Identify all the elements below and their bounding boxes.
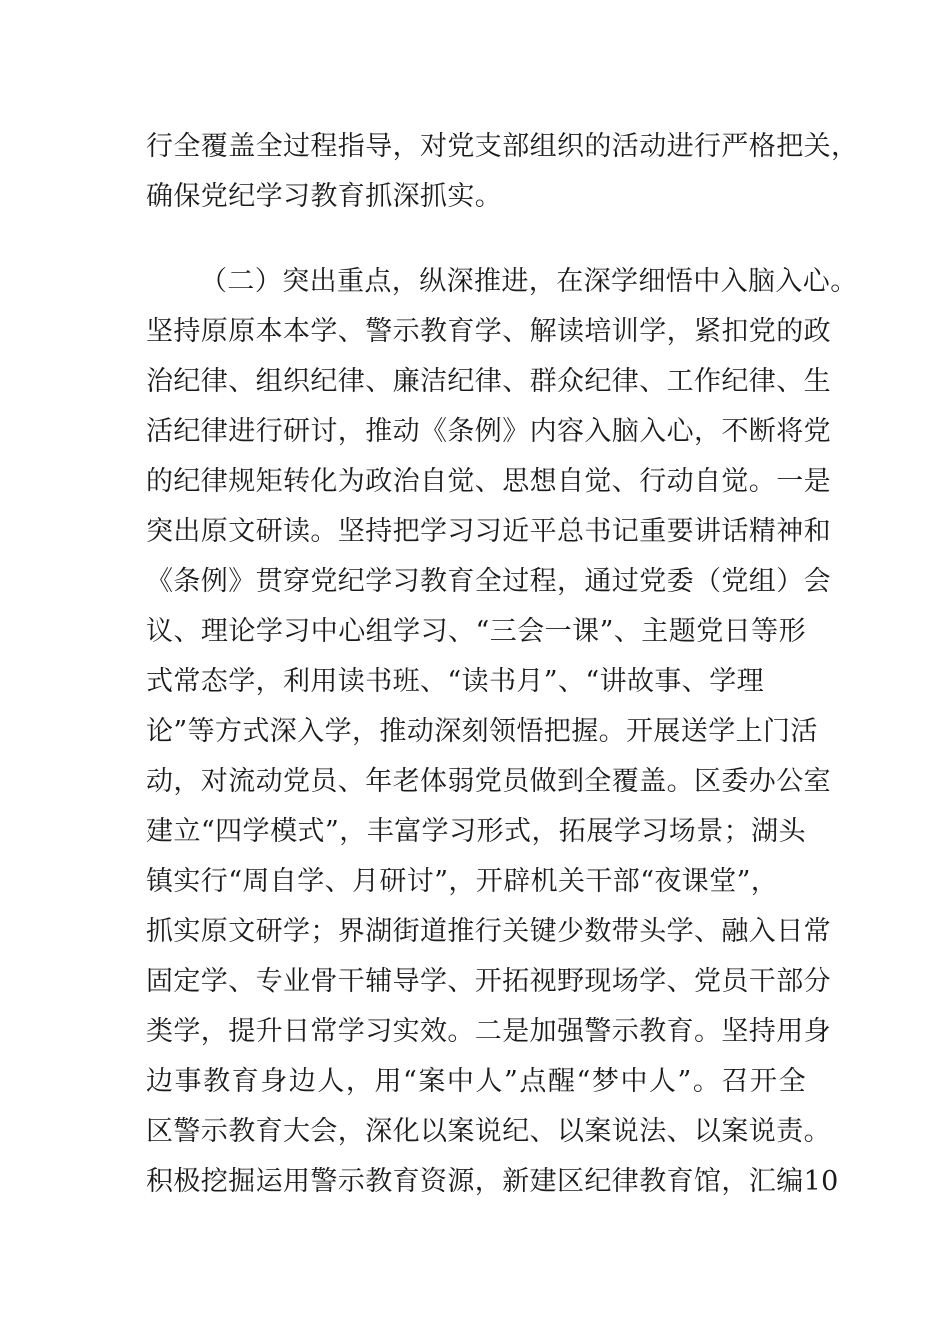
text-line: 类学，提升日常学习实效。二是加强警示教育。坚持用身 <box>146 1016 831 1047</box>
text-line: 确保党纪学习教育抓深抓实。 <box>146 181 503 212</box>
text-line: 坚持原原本本学、警示教育学、解读培训学，紧扣党的政 <box>146 316 831 347</box>
text-line: 积极挖掘运用警示教育资源，新建区纪律教育馆，汇编10 <box>146 1166 839 1197</box>
text-line: 的纪律规矩转化为政治自觉、思想自觉、行动自觉。一是 <box>146 466 831 497</box>
text-line: 议、理论学习中心组学习、“三会一课”、主题党日等形 <box>146 616 806 647</box>
text-line: 行全覆盖全过程指导，对党支部组织的活动进行严格把关， <box>146 131 859 162</box>
text-line: 抓实原文研学；界湖街道推行关键少数带头学、融入日常 <box>146 916 831 947</box>
text-line: 突出原文研读。坚持把学习习近平总书记重要讲话精神和 <box>146 516 831 547</box>
text-line: 式常态学，利用读书班、“读书月”、“讲故事、学理 <box>146 666 765 697</box>
text-line: 治纪律、组织纪律、廉洁纪律、群众纪律、工作纪律、生 <box>146 366 831 397</box>
text-line: 建立“四学模式”，丰富学习形式，拓展学习场景；湖头 <box>146 816 806 847</box>
text-line: 论”等方式深入学，推动深刻领悟把握。开展送学上门活 <box>146 716 818 747</box>
text-line: 区警示教育大会，深化以案说纪、以案说法、以案说责。 <box>146 1116 831 1147</box>
text-line: 固定学、专业骨干辅导学、开拓视野现场学、党员干部分 <box>146 966 831 997</box>
text-line: 边事教育身边人，用“案中人”点醒“梦中人”。召开全 <box>146 1066 806 1097</box>
section-heading: （二）突出重点，纵深推进，在深学细悟中入脑入心。 <box>200 266 858 297</box>
text-line: 活纪律进行研讨，推动《条例》内容入脑入心，不断将党 <box>146 416 831 447</box>
text-line: 《条例》贯穿党纪学习教育全过程，通过党委（党组）会 <box>146 566 831 597</box>
text-line: 镇实行“周自学、月研讨”，开辟机关干部“夜课堂”， <box>146 866 779 897</box>
text-line: 动，对流动党员、年老体弱党员做到全覆盖。区委办公室 <box>146 766 831 797</box>
